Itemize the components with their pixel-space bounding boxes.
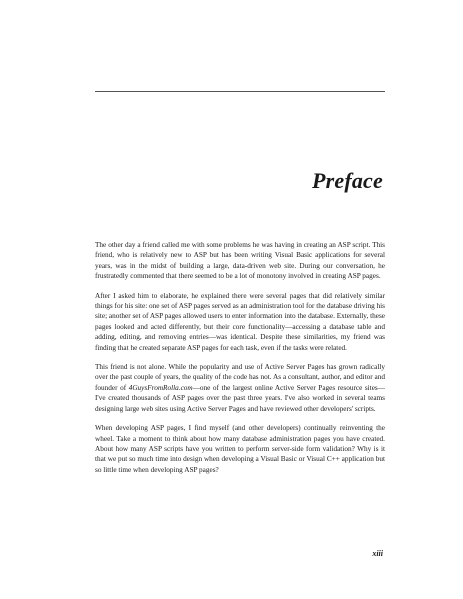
paragraph-text: This friend is not alone. While the popularity and use of Active Server Pages has grown radically over the past couple of years, the quality of the code has not. As a consultant, author, and editor and founder of bbox=[95, 363, 385, 392]
paragraph: When developing ASP pages, I find myself (and other developers) continually reinventing the wheel. Take a moment to think about how many database administration pages you have created. About how many ASP scripts have you written to perform server-side form validation? Why is it that we put so much time into design when developing a Visual Basic or Visual C++ application but so little time when developing ASP pages? bbox=[95, 424, 385, 474]
page-number: xiii bbox=[372, 549, 383, 558]
chapter-title: Preface bbox=[311, 168, 383, 193]
site-name: 4GuysFromRolla.com bbox=[128, 383, 193, 392]
header-rule bbox=[95, 91, 385, 92]
paragraph-text: —one of the largest online Active Server Pages resource sites—I've created thousands of ASP pages over the past three years. I've also worked in several teams designing large web sites using Active Server Pages and have reviewed other developers' scripts. bbox=[95, 383, 385, 413]
paragraph bbox=[95, 362, 385, 414]
paragraph: The other day a friend called me with some problems he was having in creating an ASP script. This friend, who is relatively new to ASP but has been writing Visual Basic applications for several years, was in the midst of building a large, data-driven web site. During our conversation, he frustratedly commented that there seemed to be a lot of monotony involved in creating ASP pages. bbox=[95, 241, 385, 281]
paragraph: After I asked him to elaborate, he explained there were several pages that did relatively similar things for his site: one set of ASP pages served as an administration tool for the database driving his site; another set of ASP pages allowed users to enter information into the database. Externally, these pages looked and acted differently, but their core functionality—accessing a database table and adding, editing, and removing entries—was identical. Despite these similarities, my friend was finding that he created separate ASP pages for each task, even if the tasks were related. bbox=[95, 291, 385, 352]
body-text bbox=[95, 240, 385, 484]
